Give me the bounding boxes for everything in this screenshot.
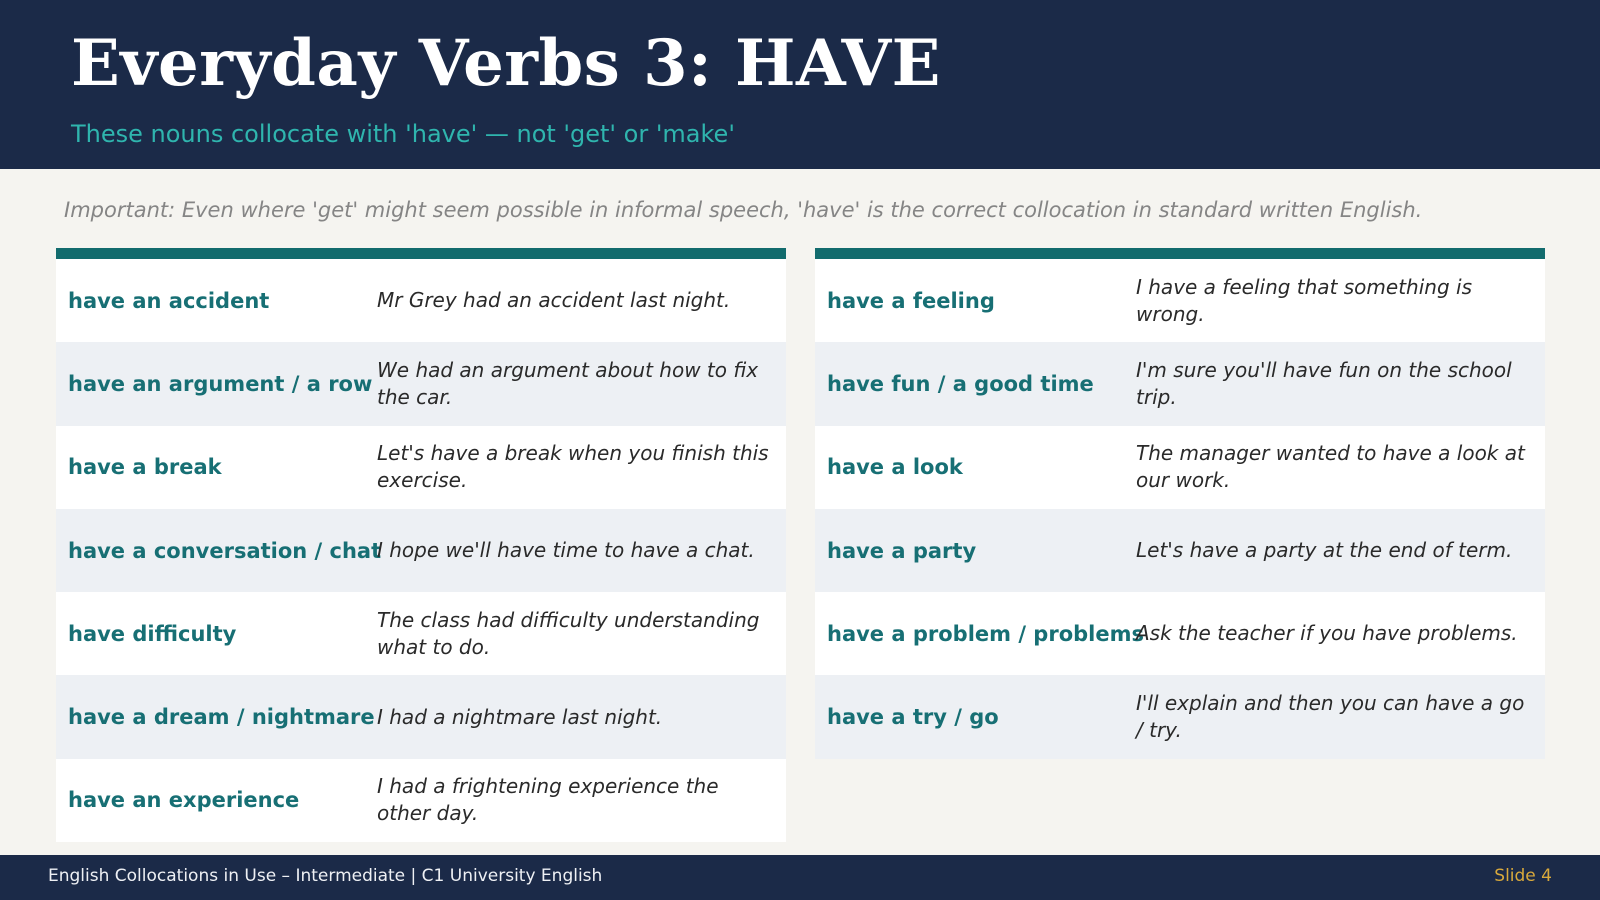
collocation-term: have a try / go [827,705,999,730]
table-row [815,259,1545,342]
table-row [815,509,1545,592]
table-row [56,592,786,675]
example-sentence: I'm sure you'll have fun on the school trip. [1136,357,1512,409]
table-row [815,675,1545,758]
collocation-term: have a break [68,455,222,480]
table-row [815,426,1545,509]
column-top-bar [815,248,1545,259]
slide-header [0,0,1600,169]
left-collocation-table [56,248,786,842]
collocation-term: have fun / a good time [827,371,1094,396]
table-row [56,509,786,592]
example-sentence: I have a feeling that something is wrong. [1136,274,1472,326]
example-sentence: Mr Grey had an accident last night. [377,288,731,313]
collocation-term: have an argument / a row [68,371,373,396]
collocation-term: have a problem / problems [827,621,1144,646]
table-row [56,259,786,342]
footer-course-label: English Collocations in Use – Intermediate | C1 University English [48,866,603,886]
important-note: Important: Even where 'get' might seem possible in informal speech, 'have' is the correct collocation in standard written English. [64,198,1423,222]
collocation-term: have difficulty [68,621,237,646]
example-sentence: Let's have a party at the end of term. [1136,538,1513,563]
example-sentence: I had a frightening experience the other day. [377,774,719,826]
example-sentence: Ask the teacher if you have problems. [1136,621,1518,646]
table-row [56,675,786,758]
example-sentence: We had an argument about how to fix the car. [377,357,759,409]
table-row [56,426,786,509]
collocation-term: have a feeling [827,288,995,313]
example-sentence: I had a nightmare last night. [377,704,663,729]
collocation-term: have a look [827,455,963,480]
collocation-term: have a dream / nightmare [68,705,375,730]
table-row [56,342,786,425]
right-collocation-table [815,248,1545,759]
slide-footer [0,855,1600,900]
example-sentence: I'll explain and then you can have a go / try. [1136,691,1525,743]
table-row [815,592,1545,675]
table-row [56,759,786,842]
example-sentence: The manager wanted to have a look at our work. [1136,441,1525,493]
collocation-term: have an accident [68,288,270,313]
collocation-term: have a party [827,538,977,563]
slide-title: Everyday Verbs 3: HAVE [71,26,941,101]
example-sentence: I hope we'll have time to have a chat. [377,538,755,563]
collocation-term: have an experience [68,788,300,813]
example-sentence: Let's have a break when you finish this exercise. [377,441,769,493]
table-row [815,342,1545,425]
slide-number: Slide 4 [1494,866,1552,886]
collocation-term: have a conversation / chat [68,538,382,563]
column-top-bar [56,248,786,259]
example-sentence: The class had difficulty understanding what to do. [377,607,760,659]
slide-subtitle: These nouns collocate with 'have' — not 'get' or 'make' [71,120,735,148]
